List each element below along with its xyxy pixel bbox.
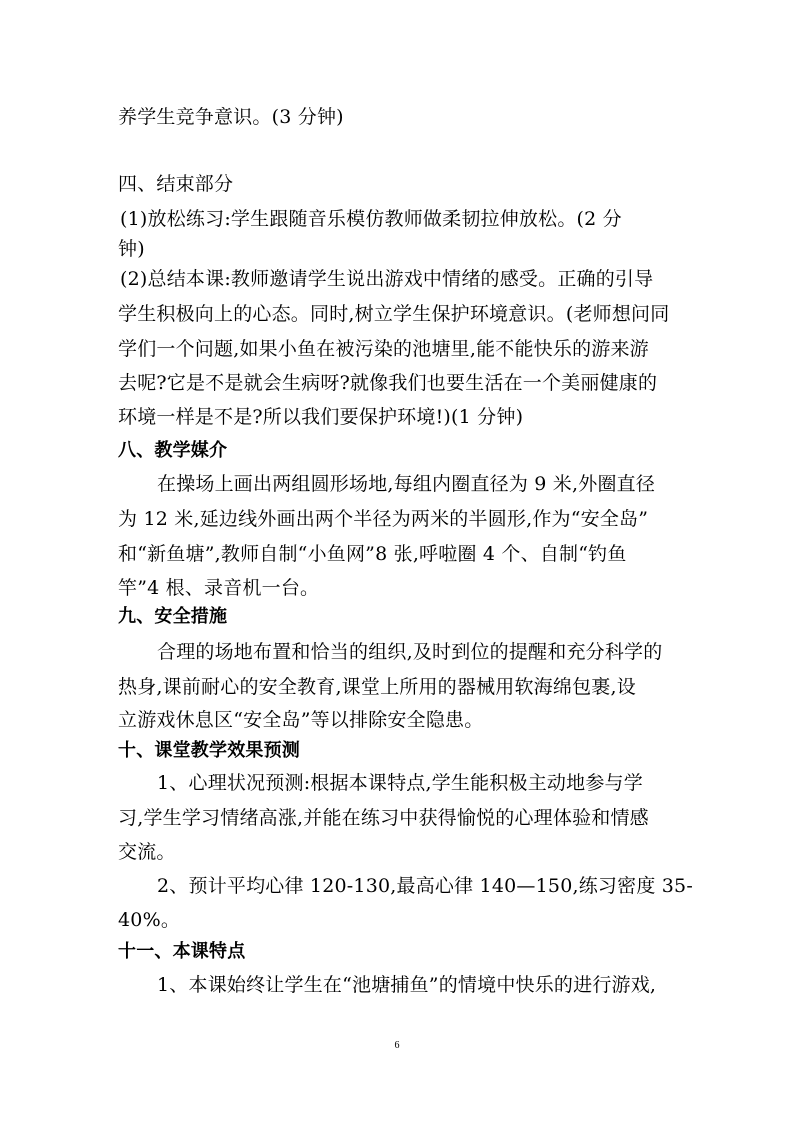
body-text-line: 合理的场地布置和恰当的组织,及时到位的提醒和充分科学的: [157, 641, 663, 663]
body-text-line: 养学生竞争意识。(3 分钟): [118, 106, 344, 128]
body-text-line: 2、预计平均心律 120-130,最高心律 140—150,练习密度 35-: [157, 875, 693, 897]
body-text-line: 40%。: [118, 909, 181, 931]
body-text-line: 和“新鱼塘”,教师自制“小鱼网”8 张,呼啦圈 4 个、自制“钓鱼: [118, 543, 627, 565]
body-text-line: 学生积极向上的心态。同时,树立学生保护环境意识。(老师想问同: [118, 303, 670, 325]
page-number: 6: [394, 1040, 400, 1051]
section-heading-safety-measures: 九、安全措施: [118, 606, 228, 627]
body-text-line: 学们一个问题,如果小鱼在被污染的池塘里,能不能快乐的游来游: [118, 338, 649, 360]
body-text-line: 竿”4 根、录音机一台。: [118, 577, 320, 599]
body-text-line: (1)放松练习:学生跟随音乐模仿教师做柔韧拉伸放松。(2 分: [120, 208, 622, 230]
section-heading-teaching-media: 八、教学媒介: [118, 440, 228, 461]
section-heading-effect-prediction: 十、课堂教学效果预测: [118, 740, 300, 761]
body-text-line: 交流。: [118, 841, 176, 863]
body-text-line: 环境一样是不是?所以我们要保护环境!)(1 分钟): [118, 406, 524, 428]
body-text-line: 1、本课始终让学生在“池塘捕鱼”的情境中快乐的进行游戏,: [157, 974, 657, 996]
body-text-line: 钟): [118, 238, 145, 260]
body-text-line: 热身,课前耐心的安全教育,课堂上所用的器械用软海绵包裹,设: [118, 676, 636, 698]
section-heading-conclusion: 四、结束部分: [118, 173, 234, 195]
body-text-line: 为 12 米,延边线外画出两个半径为两米的半圆形,作为“安全岛”: [118, 508, 649, 530]
body-text-line: (2)总结本课:教师邀请学生说出游戏中情绪的感受。正确的引导: [120, 268, 654, 290]
section-heading-lesson-features: 十一、本课特点: [118, 941, 246, 962]
body-text-line: 立游戏休息区“安全岛”等以排除安全隐患。: [118, 709, 484, 731]
body-text-line: 1、心理状况预测:根据本课特点,学生能积极主动地参与学: [157, 772, 643, 794]
body-text-line: 习,学生学习情绪高涨,并能在练习中获得愉悦的心理体验和情感: [118, 807, 649, 829]
body-text-line: 在操场上画出两组圆形场地,每组内圈直径为 9 米,外圈直径: [157, 473, 656, 495]
body-text-line: 去呢?它是不是就会生病呀?就像我们也要生活在一个美丽健康的: [118, 372, 658, 394]
